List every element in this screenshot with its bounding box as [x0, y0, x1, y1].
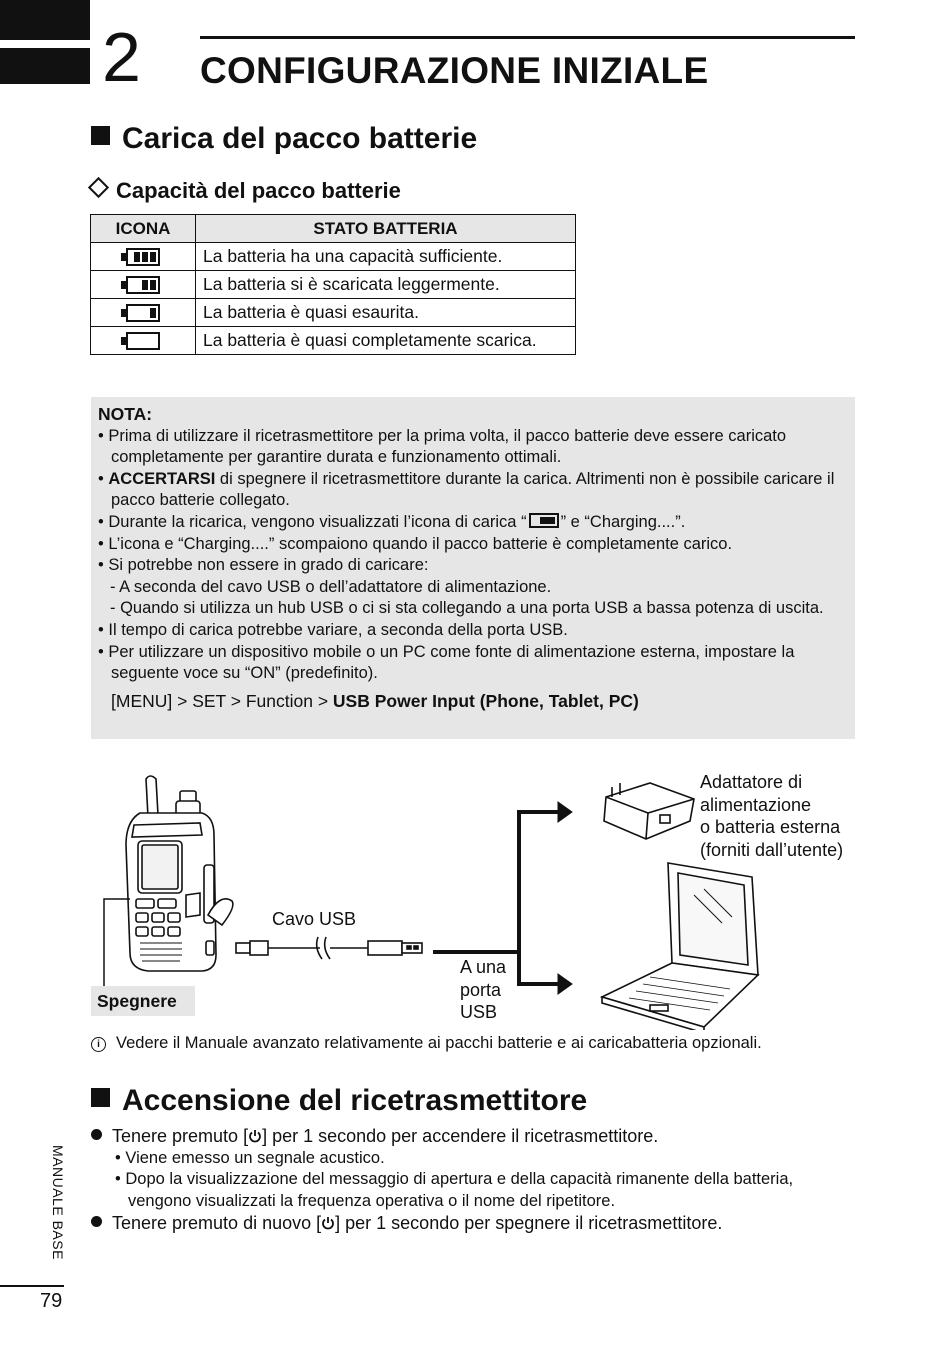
power-adapter-illustration [604, 783, 694, 839]
info-icon: i [91, 1037, 106, 1052]
sub-bullet-text: Viene emesso un segnale acustico. [125, 1149, 385, 1167]
note-dash-item: - Quando si utilizza un hub USB o ci si sta collegando a una porta USB a bassa potenza di uscita. [110, 599, 824, 618]
usb-port-label [460, 956, 506, 1024]
adapter-label-line: o batteria esterna [700, 817, 841, 837]
adapter-label-line: alimentazione [700, 794, 812, 815]
chapter-tab-bar [0, 0, 90, 40]
instruction-text: ] per 1 secondo per accendere il ricetrasmettitore. [262, 1126, 659, 1146]
note-bullet-text: Durante la ricarica, vengono visualizzati l’icona di carica “ [108, 512, 527, 531]
info-note-text: Vedere il Manuale avanzato relativamente ai pacchi batterie e ai caricabatteria opzionali. [116, 1034, 762, 1052]
subsection-heading-capacity [86, 178, 401, 204]
section-heading-text: Carica del pacco batterie [122, 122, 478, 155]
section-heading-text: Accensione del ricetrasmettitore [122, 1084, 588, 1117]
note-bullet: • Prima di utilizzare il ricetrasmettitore per la prima volta, il pacco batterie deve essere caricato completamente per garantire durata e funzionamento ottimali. [98, 426, 787, 467]
section-heading-power-on [91, 1084, 587, 1118]
square-bullet-icon [91, 1088, 110, 1107]
power-off-pointer [104, 899, 130, 987]
usb-cable-illustration [236, 937, 422, 959]
note-bullet: • Il tempo di carica potrebbe variare, a seconda della porta USB. [98, 620, 568, 639]
power-key-icon [321, 1216, 335, 1230]
note-bullet: • Durante la ricarica, vengono visualizzati l’icona di carica “ ” e “Charging....”. [98, 512, 686, 531]
menu-path-item: USB Power Input (Phone, Tablet, PC) [332, 690, 639, 711]
table-row [91, 243, 576, 271]
table-row [91, 327, 576, 355]
note-bullet-text: Il tempo di carica potrebbe variare, a seconda della porta USB. [108, 620, 568, 639]
table-cell-icon [91, 243, 196, 271]
charging-icon [529, 513, 559, 528]
usb-cable-label: Cavo USB [272, 909, 357, 929]
round-bullet-icon [91, 1216, 102, 1227]
table-cell-status: La batteria ha una capacità sufficiente. [196, 243, 576, 271]
round-bullet-icon [91, 1129, 102, 1140]
battery-one-third-icon [126, 304, 160, 322]
side-label: MANUALE BASE [50, 1145, 66, 1260]
power-off-label: Spegnere [91, 986, 195, 1016]
adapter-label [700, 771, 843, 861]
column-header-icon: ICONA [91, 215, 196, 243]
menu-path [98, 691, 850, 713]
table-row [91, 271, 576, 299]
battery-two-thirds-icon [126, 276, 160, 294]
note-bullet-bold: ACCERTARSI [108, 469, 216, 488]
battery-status-table [90, 214, 576, 355]
note-bullet-text: Prima di utilizzare il ricetrasmettitore per la prima volta, il pacco batterie deve essere caricato completamente per garantire durata e funzionamento ottimali. [108, 426, 787, 467]
page-number-rule [0, 1285, 64, 1287]
table-cell-icon [91, 271, 196, 299]
table-cell-icon [91, 327, 196, 355]
battery-empty-icon [126, 332, 160, 350]
table-cell-status: La batteria è quasi completamente scarica. [196, 327, 576, 355]
power-key-icon [248, 1129, 262, 1143]
note-bullet-text: Per utilizzare un dispositivo mobile o un PC come fonte di alimentazione esterna, impostare la seguente voce su “ON” (predefinito). [108, 642, 795, 683]
info-note [91, 1034, 762, 1053]
sub-bullet: • Viene emesso un segnale acustico. [115, 1149, 385, 1167]
chapter-rule [200, 36, 855, 39]
chapter-number: 2 [102, 18, 141, 96]
chapter-tab-bar [0, 48, 90, 84]
menu-path-text: [MENU] > SET > Function > [111, 690, 333, 711]
sub-bullet-text: Dopo la visualizzazione del messaggio di apertura e della capacità rimanente della batteria, vengono visualizzati la frequenza operativa o il nome del ripetitore. [125, 1170, 794, 1210]
note-bullet-text: di spegnere il ricetrasmettitore durante la carica. Altrimenti non è possibile caricare il pacco batterie collegato. [111, 469, 835, 510]
adapter-label-line: (forniti dall’utente) [700, 839, 844, 860]
note-bullet-text: ” e “Charging....”. [560, 512, 686, 531]
battery-full-icon [126, 248, 160, 266]
chapter-title: CONFIGURAZIONE INIZIALE [200, 50, 709, 91]
diamond-bullet-icon [88, 177, 109, 198]
instruction-text: Tenere premuto [ [112, 1126, 249, 1146]
usb-port-label-line: USB [460, 1002, 498, 1022]
note-content [98, 404, 850, 712]
note-bullet: • ACCERTARSI di spegnere il ricetrasmettitore durante la carica. Altrimenti non è possibile caricare il pacco batterie collegato. [98, 469, 835, 510]
instruction-text: ] per 1 secondo per spegnere il ricetrasmettitore. [335, 1213, 723, 1233]
section-heading-charging [91, 122, 477, 156]
instruction-text: Tenere premuto di nuovo [ [112, 1213, 322, 1233]
note-bullet: • Per utilizzare un dispositivo mobile o un PC come fonte di alimentazione esterna, impostare la seguente voce su “ON” (predefinito). [98, 642, 795, 683]
instruction-power-on [91, 1125, 658, 1147]
instruction-power-off [91, 1212, 722, 1234]
note-bullet-text: L’icona e “Charging....” scompaiono quando il pacco batterie è completamente carico. [108, 534, 733, 553]
transceiver-illustration [126, 776, 233, 971]
table-header-row [91, 215, 576, 243]
note-bullet: • L’icona e “Charging....” scompaiono quando il pacco batterie è completamente carico. [98, 534, 733, 553]
table-cell-status: La batteria si è scaricata leggermente. [196, 271, 576, 299]
note-dash-item: - A seconda del cavo USB o dell’adattatore di alimentazione. [110, 577, 552, 596]
usb-port-label-line: A una [460, 957, 507, 977]
table-cell-status: La batteria è quasi esaurita. [196, 299, 576, 327]
note-title: NOTA: [98, 404, 153, 424]
table-cell-icon [91, 299, 196, 327]
square-bullet-icon [91, 126, 110, 145]
subsection-heading-text: Capacità del pacco batterie [116, 178, 401, 203]
note-bullet-text: Si potrebbe non essere in grado di caricare: [108, 556, 429, 575]
laptop-illustration [602, 863, 758, 1030]
table-row [91, 299, 576, 327]
usb-port-label-line: porta [460, 979, 502, 1000]
page-number: 79 [40, 1290, 63, 1312]
sub-bullet: • Dopo la visualizzazione del messaggio di apertura e della capacità rimanente della batteria, vengono visualizzati la frequenza operativa o il nome del ripetitore. [115, 1170, 794, 1210]
adapter-label-line: Adattatore di [700, 772, 803, 792]
note-bullet: • Si potrebbe non essere in grado di caricare: [98, 556, 429, 575]
column-header-status: STATO BATTERIA [196, 215, 576, 243]
